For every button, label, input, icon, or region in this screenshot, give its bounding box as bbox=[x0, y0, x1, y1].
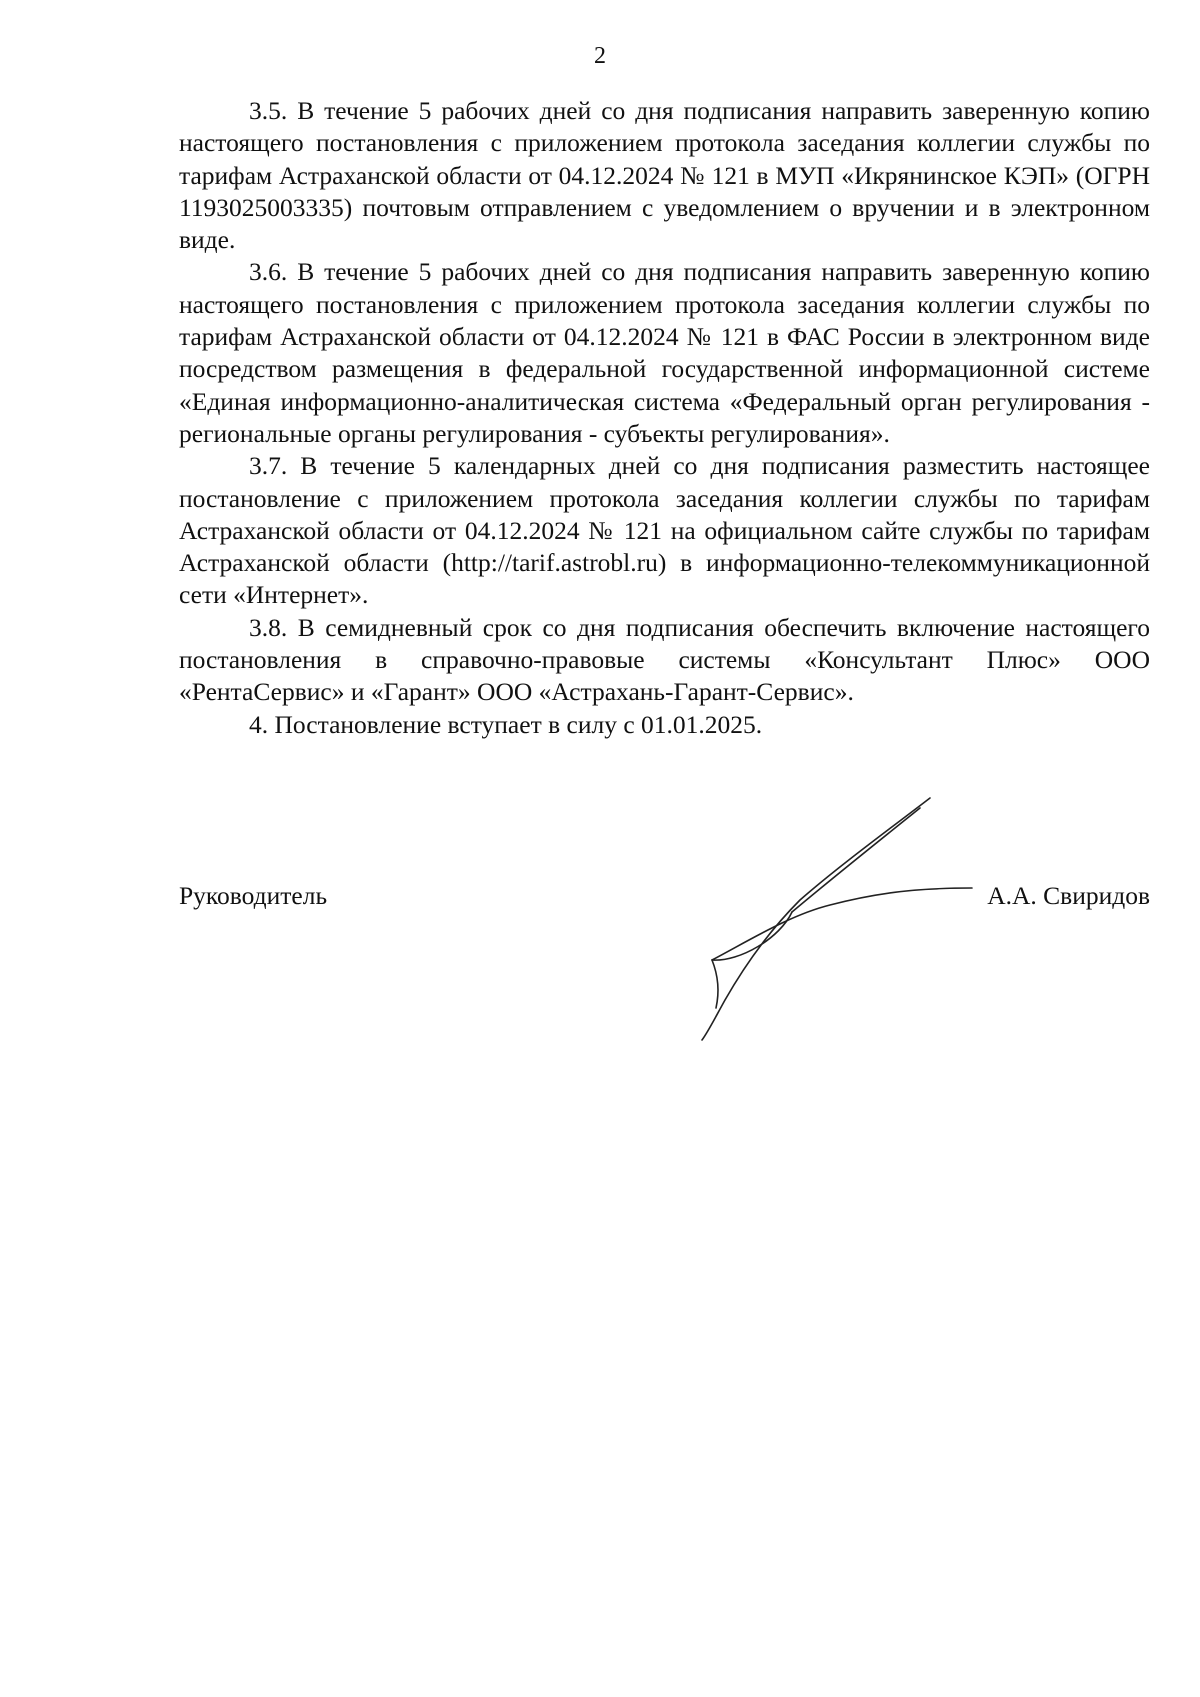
paragraph-3-8: 3.8. В семидневный срок со дня подписания обеспечить включение настоящего постановления в справочно-правовые системы «Консультант Плюс» ООО «РентаСервис» и «Гарант» ООО «Астрахань-Гарант-Сервис». bbox=[179, 612, 1150, 707]
paragraph-3-6: 3.6. В течение 5 рабочих дней со дня подписания направить заверенную копию настоящего постановления с приложением протокола заседания коллегии службы по тарифам Астраханской области от 04.12.2024 № 121 в ФАС России в электронном виде посредством размещения в федеральной государственной информационной системе «Единая информационно-аналитическая система «Федеральный орган регулирования - региональные органы регулирования - субъекты регулирования». bbox=[179, 257, 1150, 448]
page-number: 2 bbox=[594, 43, 606, 69]
paragraph-3-5: 3.5. В течение 5 рабочих дней со дня подписания направить заверенную копию настоящего постановления с приложением протокола заседания коллегии службы по тарифам Астраханской области от 04.12.2024 № 121 в МУП «Икрянинское КЭП» (ОГРН 1193025003335) почтовым отправлением с уведомлением о вручении и в электронном виде. bbox=[179, 96, 1150, 255]
signature-block bbox=[179, 880, 1150, 920]
paragraph-4: 4. Постановление вступает в силу с 01.01.2025. bbox=[249, 709, 763, 739]
document-body bbox=[179, 95, 1150, 741]
paragraph-3-7: 3.7. В течение 5 календарных дней со дня подписания разместить настоящее постановление с приложением протокола заседания коллегии службы по тарифам Астраханской области от 04.12.2024 № 121 на официальном сайте службы по тарифам Астраханской области (http://tarif.astrobl.ru) в информационно-телекоммуникационной сети «Интернет». bbox=[179, 451, 1150, 610]
handwritten-signature-icon bbox=[680, 790, 980, 1050]
signer-position: Руководитель bbox=[179, 881, 328, 910]
signer-name: А.А. Свиридов bbox=[987, 881, 1150, 910]
